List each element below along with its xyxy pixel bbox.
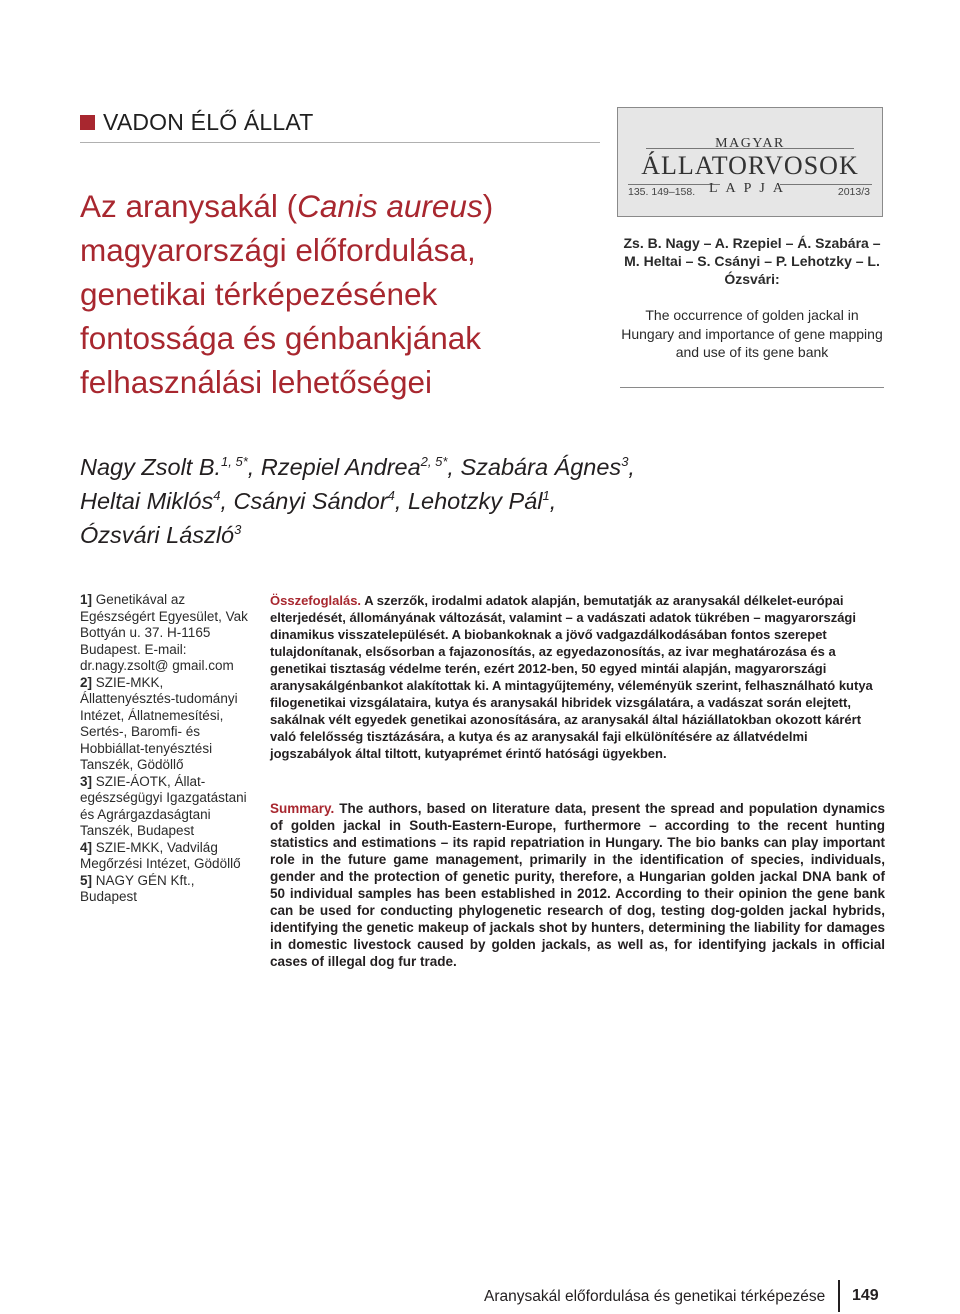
affiliation-number: 3] [80, 773, 93, 789]
section-title: VADON ÉLŐ ÁLLAT [103, 108, 314, 135]
affiliation-item [80, 774, 250, 840]
journal-logo-box [617, 107, 883, 217]
abstract-hu-text: A szerzők, irodalmi adatok alapján, bemutatják az aranysakál délkelet-európai elterjedését, állományának változását, valamint – a vadászati adatok tükrében – magyarországi dinamikus visszatelepülését. A biobankoknak a jövő vadgazdálkodásában fontos szerepet tulajdonítanak, elsősorban a fajazonosítás, az egyedazonosítás, az ivar meghatározása és a genetikai tisztaság védelme terén, ezért 2012-ben, 50 egyed mintái alapján, magyarországi aranysakálgénbankot alakítottak ki. A mintagyűjtemény, véleményük szerint, felhasználható kutya filogenetikai vizsgálataira, kutya és aranysakál hibridek vizsgálatára, a vadászat során elejtett, sakálnak vélt egyedek genetikai azonosítására, az aranysakál által háziállatokban okozott kárért való felelősség tisztázására, a kutya és az aranysakál faji elkülönítésére az állatvédelmi jogszabályok által tiltott, kutyaprémet érintő hatósági ügyekben. [270, 593, 873, 761]
affiliation-number: 1] [80, 592, 93, 607]
author-name: Rzepiel Andrea [260, 454, 421, 480]
affiliation-list [80, 592, 250, 906]
running-title: Aranysakál előfordulása és genetikai térképezése [484, 1288, 826, 1305]
author-name: Csányi Sándor [233, 488, 388, 514]
author-affiliation-marker: 2, 5* [420, 454, 448, 470]
title-pre: Az aranysakál ( [80, 188, 298, 224]
author-affiliation-marker: 3 [234, 522, 242, 538]
abstract-hungarian [270, 592, 885, 762]
journal-lapja: LAPJA [708, 181, 791, 196]
abstract-hu-label: Összefoglalás. [270, 593, 362, 608]
page-number: 149 [852, 1287, 879, 1304]
affiliation-text: SZIE-ÁOTK, Állat-egészségügyi Igazgatástani és Agrárgazdaságtani Tanszék, Budapest [80, 773, 247, 838]
affiliation-number: 5] [80, 872, 93, 888]
affiliation-number: 2] [80, 674, 93, 690]
journal-magyar: MAGYAR [715, 136, 785, 151]
author-affiliation-marker: 4 [387, 488, 395, 504]
section-square-icon [80, 115, 95, 130]
affiliation-item [80, 675, 250, 774]
affiliation-number: 4] [80, 839, 93, 855]
title-species: Canis aureus [297, 188, 483, 224]
affiliation-item [80, 592, 250, 675]
abstract-english [270, 800, 885, 970]
english-title: The occurrence of golden jackal in Hungary and importance of gene mapping and use of its gene bank [621, 307, 883, 360]
author-affiliation-marker: 4 [213, 488, 221, 504]
journal-year: 2013/3 [837, 186, 870, 198]
author-name: Heltai Miklós [80, 488, 214, 514]
english-divider [620, 387, 884, 388]
author-affiliation-marker: 3 [621, 454, 629, 470]
english-authors: Zs. B. Nagy – A. Rzepiel – Á. Szabára – M. Heltai – S. Csányi – P. Lehotzky – L. Ózsvári: [623, 235, 881, 287]
author-name: Lehotzky Pál [407, 488, 543, 514]
abstract-en-label: Summary. [270, 801, 335, 816]
author-name: Nagy Zsolt B. [80, 454, 222, 480]
affiliation-text: NAGY GÉN Kft., Budapest [80, 872, 195, 904]
abstract-en-text: The authors, based on literature data, present the spread and population dynamics of golden jackal in South-Eastern-Europe, furthermore – according to the recent hunting statistics and estimations – its rapid repatriation in Hungary. The bio banks can play important role in the future game management, primarily in the identification of species, individuals, gender and the protection of genetic purity, therefore, a Hungarian golden jackal DNA bank of 50 individual samples has been established in 2012. According to their opinion the gene bank can be used for conducting phylogenetic research of dog, testing dog-golden jackal hybrids, identifying the genetic makeup of jackals shot by hunters, determining the liability for damages in domestic livestock caused by golden jackals, as well as, for identifying jackals in official cases of illegal dog fur trade. [270, 801, 885, 969]
affiliation-item [80, 873, 250, 906]
author-name: Ózsvári László [80, 522, 235, 548]
affiliation-item [80, 840, 250, 873]
affiliation-text: SZIE-MKK, Vadvilág Megőrzési Intézet, Gödöllő [80, 839, 241, 871]
article-title [80, 184, 600, 404]
author-affiliation-marker: 1 [542, 488, 550, 504]
title-post: ) magyarországi előfordulása, genetikai térképezésének fontossága és génbankjának felhasználási lehetőségei [80, 188, 494, 400]
section-header [80, 106, 600, 138]
author-affiliation-marker: 1, 5* [221, 454, 248, 470]
affiliation-text: Genetikával az Egészségért Egyesület, Vak Bottyán u. 37. H-1165 Budapest. E-mail: dr.nagy.zsolt@ gmail.com [80, 592, 248, 673]
journal-volume: 135. 149–158. [628, 186, 696, 198]
footer-divider [838, 1280, 840, 1312]
author-list: Nagy Zsolt B.$^{1, 5*}$, Rzepiel Andrea$^{2, 5*}$, Szabára Ágnes$^3$, Heltai Miklós$^4$, Csányi Sándor$^4$, Lehotzky Pál$^1$, Ózsvári László$^3$ [80, 454, 635, 548]
journal-name: ÁLLATORVOSOK [641, 151, 859, 180]
section-divider [80, 142, 600, 143]
author-name: Szabára Ágnes [460, 454, 622, 480]
affiliation-text: SZIE-MKK, Állattenyésztés-tudományi Intézet, Állatnemesítési, Sertés-, Baromfi- és Hobbiállat-tenyésztési Tanszék, Gödöllő [80, 674, 238, 772]
